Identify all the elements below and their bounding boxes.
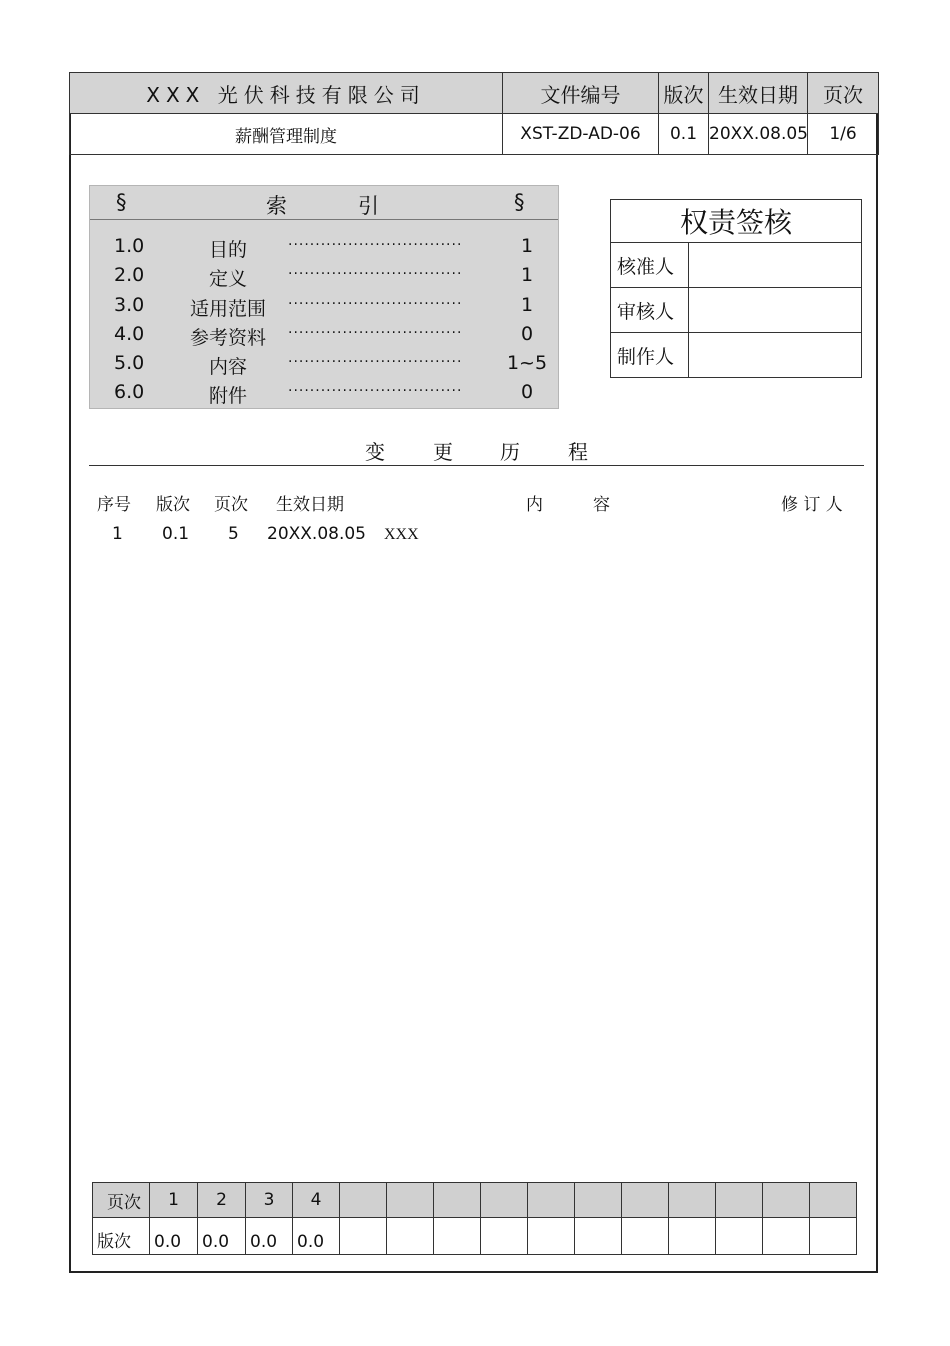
- version-label: 版次: [659, 73, 709, 114]
- page-number: 1/6: [808, 114, 879, 155]
- author-label: 制作人: [611, 333, 689, 378]
- approver-label: 核准人: [611, 243, 689, 288]
- company-name: XXX 光伏科技有限公司: [70, 73, 503, 114]
- col-content-2: 容: [593, 495, 610, 515]
- approver-field[interactable]: [689, 243, 862, 288]
- index-box: [89, 185, 559, 409]
- col-date: 生效日期: [276, 495, 344, 515]
- reviewer-label: 审核人: [611, 288, 689, 333]
- signoff-title: 权责签核: [611, 200, 862, 243]
- reviewer-field[interactable]: [689, 288, 862, 333]
- version-value: 0.1: [659, 114, 709, 155]
- grid-page-label: 页次: [93, 1183, 150, 1218]
- effective-date: 20XX.08.05: [709, 114, 808, 155]
- index-item: 4.0 参考资料 ································ 0: [114, 323, 534, 349]
- doc-no-label: 文件编号: [503, 73, 659, 114]
- index-item: 3.0 适用范围 ································ 1: [114, 294, 534, 320]
- author-field[interactable]: [689, 333, 862, 378]
- index-item: 1.0 目的 ································ 1: [114, 235, 534, 261]
- index-title-1: 索: [266, 194, 287, 218]
- col-content-1: 内: [526, 495, 543, 515]
- section-mark-left: §: [116, 190, 127, 214]
- col-reviser: 修 订 人: [781, 495, 843, 515]
- effective-date-label: 生效日期: [709, 73, 808, 114]
- index-item: 6.0 附件 ································ 0: [114, 381, 534, 407]
- signoff-table: [610, 199, 862, 378]
- document-title: 薪酬管理制度: [70, 114, 503, 155]
- section-mark-right: §: [514, 190, 525, 214]
- page-label: 页次: [808, 73, 879, 114]
- grid-version-label: 版次: [93, 1218, 150, 1255]
- col-page: 页次: [214, 495, 248, 515]
- document-header: [69, 72, 879, 155]
- change-history-title: 变 更 历 程: [89, 436, 864, 466]
- col-seq: 序号: [97, 495, 131, 515]
- col-version: 版次: [156, 495, 190, 515]
- index-item: 5.0 内容 ································ 1~5: [114, 352, 548, 378]
- index-header: [90, 186, 558, 220]
- doc-no: XST-ZD-AD-06: [503, 114, 659, 155]
- index-title-2: 引: [358, 194, 379, 218]
- page-version-grid: 页次 1 2 3 4 版次 0.0 0.0 0.0 0.0: [92, 1182, 857, 1255]
- index-item: 2.0 定义 ································ 1: [114, 264, 534, 290]
